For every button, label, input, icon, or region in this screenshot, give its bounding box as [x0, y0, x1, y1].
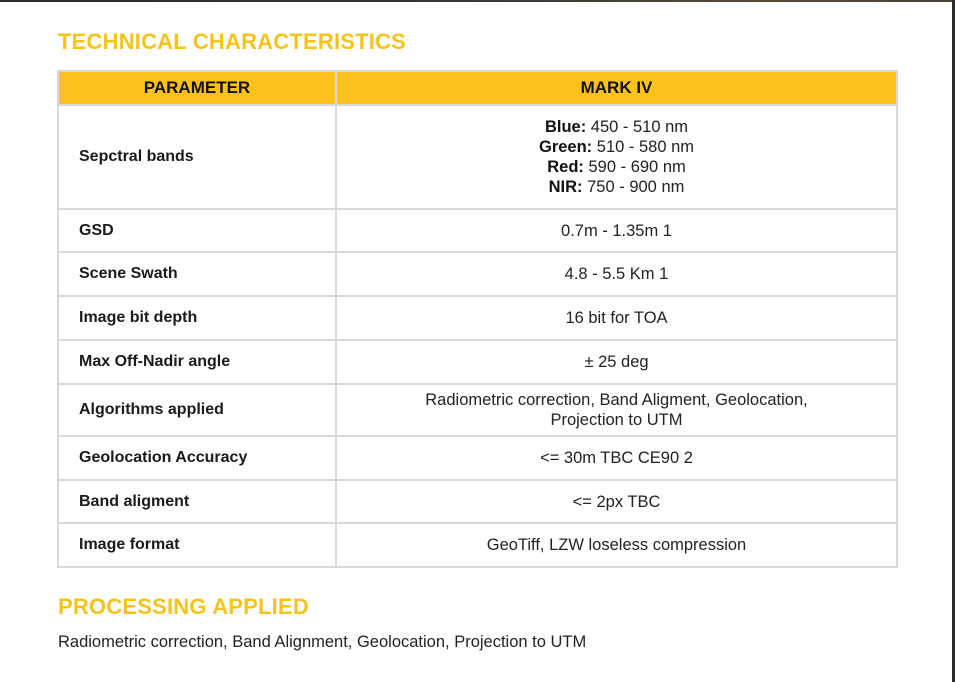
row-value: 16 bit for TOA: [336, 296, 897, 340]
row-value: ± 25 deg: [336, 340, 897, 384]
row-label: GSD: [58, 209, 336, 252]
row-value: GeoTiff, LZW loseless compression: [336, 523, 897, 567]
row-value: <= 30m TBC CE90 2: [336, 436, 897, 480]
specs-table: [57, 70, 898, 568]
table-row: [58, 296, 897, 340]
row-value: 0.7m - 1.35m 1: [336, 209, 897, 252]
row-label: Image format: [58, 523, 336, 567]
row-label: Scene Swath: [58, 252, 336, 296]
row-label: Algorithms applied: [58, 384, 336, 436]
spectral-bands-cell: [336, 105, 897, 209]
band-range: 590 - 690 nm: [583, 158, 686, 176]
band-blue: [337, 117, 896, 137]
value-line: Radiometric correction, Band Aligment, Geolocation,: [425, 391, 808, 409]
row-label: Geolocation Accuracy: [58, 436, 336, 480]
parameter-header: PARAMETER: [58, 71, 336, 105]
table-row: [58, 340, 897, 384]
row-value: [336, 384, 897, 436]
row-label: Sepctral bands: [58, 105, 336, 209]
band-name: Green:: [539, 138, 593, 156]
value-line: Projection to UTM: [550, 411, 683, 429]
table-row: [58, 209, 897, 252]
table-row: [58, 436, 897, 480]
table-row: [58, 384, 897, 436]
band-name: Blue:: [544, 118, 587, 136]
mark-iv-header: MARK IV: [336, 71, 897, 105]
top-border: [0, 0, 955, 2]
row-label: Image bit depth: [58, 296, 336, 340]
row-value: 4.8 - 5.5 Km 1: [336, 252, 897, 296]
table-row: [58, 105, 897, 209]
table-row: [58, 523, 897, 567]
band-range: 750 - 900 nm: [582, 178, 685, 196]
processing-applied-heading: PROCESSING APPLIED: [58, 594, 309, 619]
processing-applied-text: Radiometric correction, Band Alignment, Geolocation, Projection to UTM: [58, 633, 587, 651]
table-header-row: [58, 71, 897, 105]
band-range: 450 - 510 nm: [586, 118, 689, 136]
table-row: [58, 480, 897, 523]
band-nir: [337, 177, 896, 197]
band-name: NIR:: [548, 178, 583, 196]
band-green: [337, 137, 896, 157]
band-name: Red:: [547, 158, 584, 176]
row-label: Max Off-Nadir angle: [58, 340, 336, 384]
row-label: Band aligment: [58, 480, 336, 523]
row-value: <= 2px TBC: [336, 480, 897, 523]
table-row: [58, 252, 897, 296]
band-red: [337, 157, 896, 177]
band-range: 510 - 580 nm: [592, 138, 694, 156]
technical-characteristics-heading: TECHNICAL CHARACTERISTICS: [58, 29, 407, 54]
